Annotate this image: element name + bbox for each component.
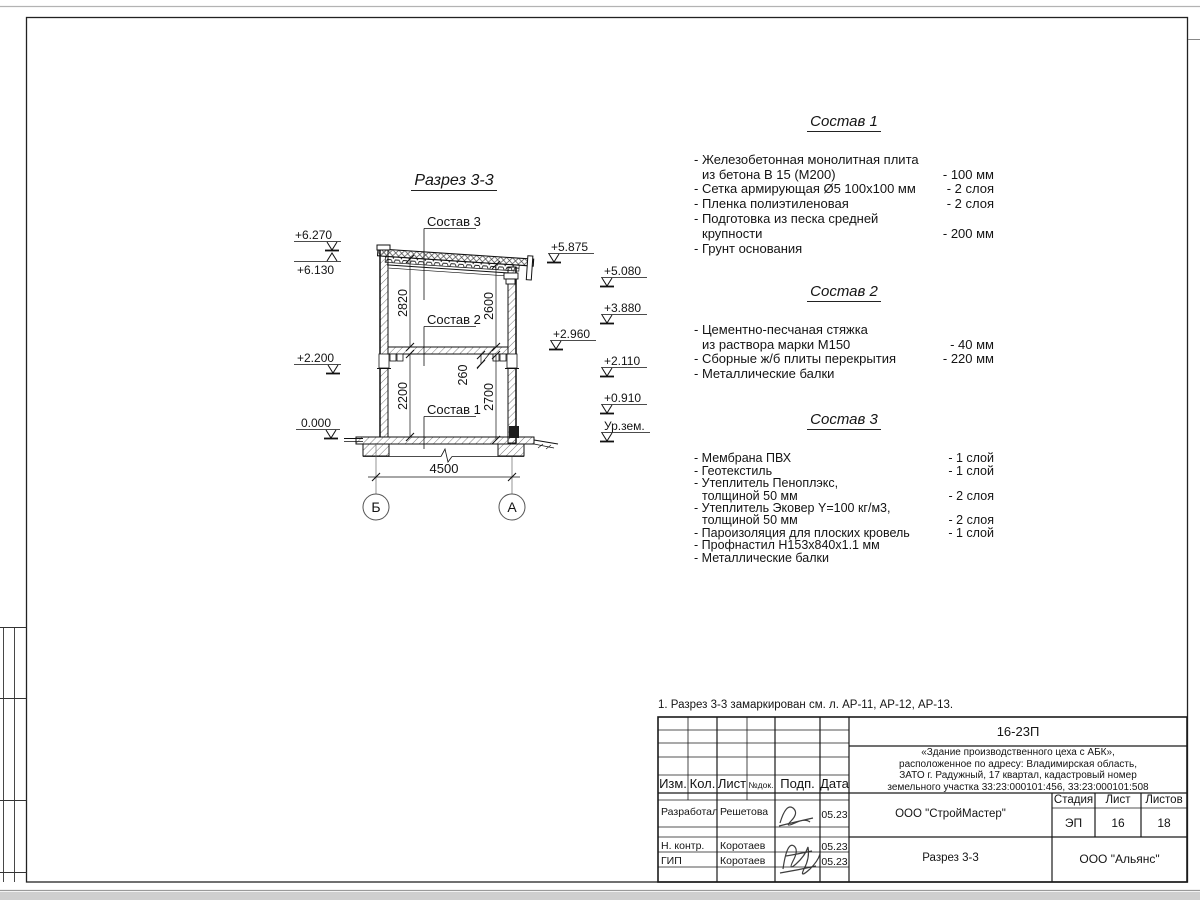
- tb-col-data: Дата: [820, 776, 849, 791]
- tb-col-podp: Подп.: [780, 776, 815, 791]
- spec-item: - Грунт основания: [694, 240, 803, 256]
- spec-item: - Пленка полиэтиленовая - 2 слоя: [694, 196, 994, 212]
- tb-col-list: Лист: [717, 776, 747, 791]
- tb-col-izm: Изм.: [659, 776, 687, 791]
- tb-date: 05.23: [821, 856, 848, 868]
- spec-list-sostav2: [694, 285, 994, 382]
- spec-item: - Мембрана ПВХ - 1 слой: [694, 451, 994, 466]
- tb-sheets-value: 18: [1157, 816, 1171, 830]
- tb-sheet-title: Разрез 3-3: [922, 852, 979, 864]
- tb-name: Коротаев: [720, 855, 766, 867]
- tb-sheets-label: Листов: [1145, 794, 1183, 806]
- elevation-mark: +6.130: [297, 263, 335, 277]
- elevation-mark: +5.080: [604, 264, 642, 278]
- elevation-mark: +5.875: [551, 240, 589, 254]
- elevation-mark: +6.270: [295, 228, 333, 242]
- elevation-mark: +2.110: [604, 354, 641, 368]
- tb-date: 05.23: [821, 809, 848, 821]
- tb-name: Коротаев: [720, 840, 766, 852]
- spec-item: - Металлические балки: [694, 550, 829, 565]
- elevation-mark: +3.880: [604, 301, 642, 315]
- tb-role: Разработал: [661, 806, 719, 818]
- spec-title: Состав 1: [694, 115, 994, 130]
- tb-name: Решетова: [720, 806, 769, 818]
- elevation-mark: +2.200: [297, 351, 335, 365]
- tb-org2: ООО "Альянс": [1079, 852, 1160, 866]
- dim-label-4500: 4500: [429, 461, 459, 476]
- spec-item: - Профнастил Н153х840х1.1 мм: [694, 538, 880, 553]
- dim-label-2820: 2820: [396, 289, 410, 317]
- tb-stage-value: ЭП: [1064, 816, 1083, 830]
- spec-item: - Подготовка из песка средней крупности - 200 мм: [694, 210, 994, 241]
- tb-role: ГИП: [661, 855, 682, 867]
- tb-date: 05.23: [821, 841, 848, 853]
- spec-list-sostav3: [694, 411, 994, 565]
- spec-title: Состав 3: [694, 414, 994, 426]
- axis-bubble-a: А: [507, 499, 517, 515]
- spec-item: - Цементно-песчаная стяжка из раствора марки М150 - 40 мм: [694, 321, 994, 352]
- sheet-note: 1. Разрез 3-3 замаркирован см. л. АР-11, АР-12, АР-13.: [658, 699, 954, 711]
- spec-item: - Пароизоляция для плоских кровель - 1 слой: [694, 525, 994, 540]
- tb-project-name: «Здание производственного цеха с АБК», расположенное по адресу: Владимирская область, ЗАТО г. Радужный, 17 квартал, кадастровый номер земельного участка 33:23:000101:456, 33:23:000101:508: [887, 747, 1149, 793]
- leader-label-sostav3: Состав 3: [427, 214, 481, 229]
- tb-org1: ООО "СтройМастер": [895, 808, 1006, 820]
- elevation-mark-ground: Ур.зем.: [604, 419, 645, 433]
- spec-item: - Железобетонная монолитная плита из бетона В 15 (М200) - 100 мм: [694, 151, 994, 182]
- tb-col-kol: Кол.: [689, 776, 716, 791]
- axis-bubble-b: Б: [371, 499, 381, 515]
- elevation-mark: +2.960: [553, 327, 591, 341]
- spec-title: Состав 2: [694, 285, 994, 300]
- spec-item: - Сборные ж/б плиты перекрытия - 220 мм: [694, 351, 994, 367]
- spec-item: - Утеплитель Пеноплэкс, толщиной 50 мм - 2 слоя: [694, 476, 994, 503]
- spec-item: - Геотекстиль - 1 слой: [694, 463, 994, 478]
- tb-sheet-value: 16: [1111, 816, 1125, 830]
- leader-label-sostav1: Состав 1: [427, 402, 481, 417]
- dim-label-2200: 2200: [396, 382, 410, 410]
- dim-label-260: 260: [456, 364, 470, 386]
- tb-role: Н. контр.: [661, 840, 705, 852]
- signature-strokes: [779, 807, 820, 874]
- tb-col-ndok: №док.: [748, 780, 774, 790]
- spec-item: - Сетка армирующая Ø5 100х100 мм - 2 слоя: [694, 181, 994, 197]
- tb-doc-number: 16-23П: [996, 724, 1040, 739]
- spec-list-sostav1: [694, 115, 994, 256]
- dim-label-2600: 2600: [482, 292, 496, 320]
- leader-label-sostav2: Состав 2: [427, 312, 481, 327]
- spec-item: - Металлические балки: [694, 366, 835, 382]
- elevation-mark: 0.000: [301, 416, 332, 430]
- spec-item: - Утеплитель Эковер Y=100 кг/м3, толщиной 50 мм - 2 слоя: [694, 501, 994, 528]
- dim-label-2700: 2700: [482, 383, 496, 411]
- drawing-title: Разрез 3-3: [389, 172, 519, 190]
- elevation-mark: +0.910: [604, 391, 642, 405]
- tb-stage-label: Стадия: [1053, 794, 1094, 806]
- tb-sheet-label: Лист: [1105, 794, 1131, 806]
